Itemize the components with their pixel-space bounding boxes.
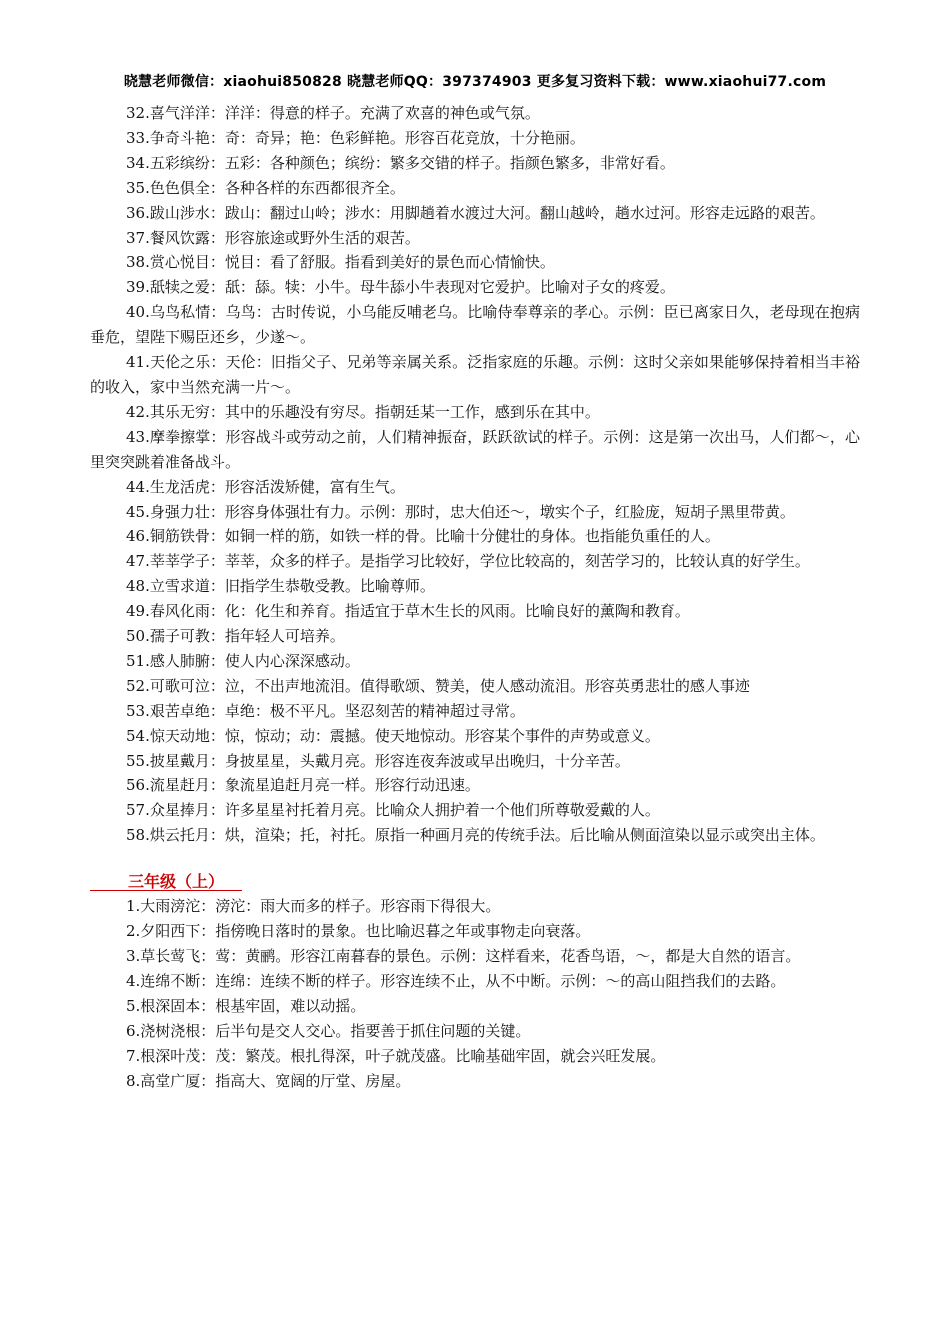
idiom-entry: 57.众星捧月：许多星星衬托着月亮。比喻众人拥护着一个他们所尊敬爱戴的人。	[126, 801, 660, 820]
idiom-entry: 7.根深叶茂：茂：繁茂。根扎得深，叶子就茂盛。比喻基础牢固，就会兴旺发展。	[126, 1046, 666, 1065]
idiom-entry: 47.莘莘学子：莘莘，众多的样子。是指学习比较好，学位比较高的，刻苦学习的，比较认真的好学生。	[126, 552, 810, 571]
idiom-entry: 58.烘云托月：烘，渲染；托，衬托。原指一种画月亮的传统手法。后比喻从侧面渲染以显示或突出主体。	[126, 826, 825, 845]
idiom-entry: 55.披星戴月：身披星星，头戴月亮。形容连夜奔波或早出晚归，十分辛苦。	[126, 751, 630, 770]
idiom-entry: 56.流星赶月：象流星追赶月亮一样。形容行动迅速。	[126, 776, 480, 795]
section-heading-text: 三年级（上）	[128, 872, 225, 892]
section-heading	[90, 870, 860, 894]
idiom-entry: 4.连绵不断：连绵：连续不断的样子。形容连续不止，从不中断。示例：～的高山阻挡我们的去路。	[126, 971, 786, 990]
idiom-entry: 37.餐风饮露：形容旅途或野外生活的艰苦。	[126, 228, 420, 247]
idiom-entry: 35.色色俱全：各种各样的东西都很齐全。	[126, 178, 405, 197]
idiom-entry: 1.大雨滂沱：滂沱：雨大而多的样子。形容雨下得很大。	[126, 897, 501, 916]
idiom-entry: 2.夕阳西下：指傍晚日落时的景象。也比喻迟暮之年或事物走向衰落。	[126, 922, 591, 941]
idiom-list-part-1	[90, 101, 860, 848]
page-header: 晓慧老师微信：xiaohui850828 晓慧老师QQ：397374903 更多复习资料下载：www.xiaohui77.com	[123, 74, 827, 90]
idiom-entry: 34.五彩缤纷：五彩：各种颜色；缤纷：繁多交错的样子。指颜色繁多，非常好看。	[126, 153, 675, 172]
idiom-entry: 5.根深固本：根基牢固，难以动摇。	[126, 996, 366, 1015]
idiom-entry: 39.舐犊之爱：舐：舔。犊：小牛。母牛舔小牛表现对它爱护。比喻对子女的疼爱。	[126, 278, 675, 297]
idiom-entry: 41.天伦之乐：天伦：旧指父子、兄弟等亲属关系。泛指家庭的乐趣。示例：这时父亲如果能够保持着相当丰裕的收入，家中当然充满一片～。	[90, 353, 860, 396]
idiom-entry: 45.身强力壮：形容身体强壮有力。示例：那时，忠大伯还～，墩实个子，红脸庞，短胡子黑里带黄。	[126, 502, 795, 521]
idiom-entry: 6.浇树浇根：后半句是交人交心。指要善于抓住问题的关键。	[126, 1021, 531, 1040]
idiom-entry: 42.其乐无穷：其中的乐趣没有穷尽。指朝廷某一工作，感到乐在其中。	[126, 402, 600, 421]
idiom-entry: 38.赏心悦目：悦目：看了舒服。指看到美好的景色而心情愉快。	[126, 253, 555, 272]
idiom-entry: 50.孺子可教：指年轻人可培养。	[126, 627, 345, 646]
idiom-entry: 53.艰苦卓绝：卓绝：极不平凡。坚忍刻苦的精神超过寻常。	[126, 701, 525, 720]
idiom-entry: 54.惊天动地：惊，惊动；动：震撼。使天地惊动。形容某个事件的声势或意义。	[126, 726, 660, 745]
idiom-entry: 43.摩拳擦掌：形容战斗或劳动之前，人们精神振奋，跃跃欲试的样子。示例：这是第一次出马，人们都～，心里突突跳着准备战斗。	[90, 427, 860, 471]
idiom-entry: 44.生龙活虎：形容活泼矫健，富有生气。	[126, 477, 405, 496]
idiom-entry: 48.立雪求道：旧指学生恭敬受教。比喻尊师。	[126, 577, 435, 596]
idiom-list-part-2	[90, 894, 860, 1093]
idiom-entry: 3.草长莺飞：莺：黄鹂。形容江南暮春的景色。示例：这样看来，花香鸟语，～，都是大自然的语言。	[126, 947, 801, 965]
idiom-entry: 46.铜筋铁骨：如铜一样的筋，如铁一样的骨。比喻十分健壮的身体。也指能负重任的人。	[126, 527, 720, 546]
idiom-entry: 52.可歌可泣：泣，不出声地流泪。值得歌颂、赞美，使人感动流泪。形容英勇悲壮的感人事迹	[126, 676, 750, 695]
idiom-entry: 32.喜气洋洋：洋洋：得意的样子。充满了欢喜的神色或气氛。	[126, 104, 540, 122]
document-body	[90, 101, 860, 1093]
idiom-entry: 36.跋山涉水：跋山：翻过山岭；涉水：用脚趟着水渡过大河。翻山越岭，趟水过河。形容走远路的艰苦。	[126, 203, 825, 222]
idiom-entry: 49.春风化雨：化：化生和养育。指适宜于草木生长的风雨。比喻良好的薰陶和教育。	[126, 602, 690, 621]
idiom-entry: 40.乌鸟私情：乌鸟：古时传说，小乌能反哺老乌。比喻侍奉尊亲的孝心。示例：臣已离家日久，老母现在抱病垂危，望陛下赐臣还乡，少遂～。	[90, 303, 860, 347]
idiom-entry: 8.高堂广厦：指高大、宽阔的厅堂、房屋。	[126, 1071, 411, 1090]
idiom-entry: 33.争奇斗艳：奇：奇异；艳：色彩鲜艳。形容百花竞放，十分艳丽。	[126, 128, 585, 147]
idiom-entry: 51.感人肺腑：使人内心深深感动。	[126, 651, 360, 670]
